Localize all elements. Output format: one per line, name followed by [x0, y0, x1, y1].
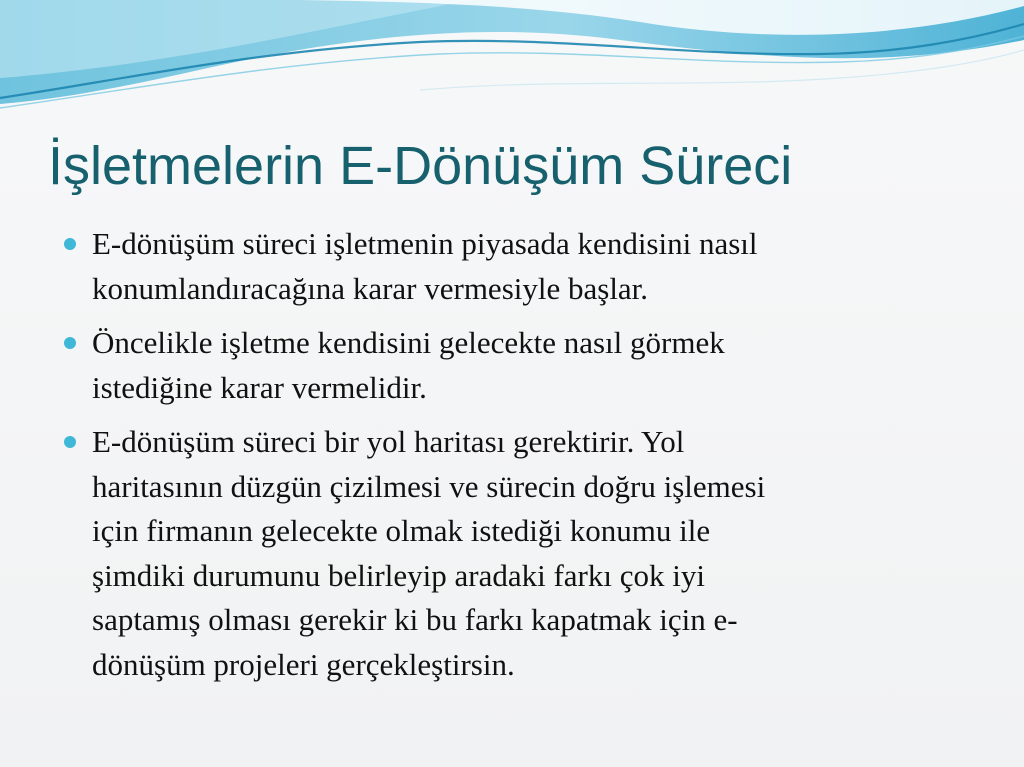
- bullet-dot-icon: [64, 238, 76, 250]
- bullet-line: için firmanın gelecekte olmak istediği konumu ile: [92, 513, 711, 548]
- bullet-line: istediğine karar vermelidir.: [92, 369, 427, 405]
- wave-header-decoration: [0, 0, 1024, 130]
- bullet-dot-icon: [64, 436, 76, 448]
- bullet-dot-icon: [64, 337, 76, 349]
- bullet-line: Öncelikle işletme kendisini gelecekte nasıl görmek: [92, 325, 725, 360]
- bullet-line: konumlandıracağına karar vermesiyle başlar.: [92, 270, 649, 306]
- bullet-line: haritasının düzgün çizilmesi ve sürecin doğru işlemesi: [92, 468, 766, 504]
- bullet-line: E-dönüşüm süreci işletmenin piyasada kendisini nasıl: [92, 226, 758, 261]
- bullet-item: [60, 321, 960, 410]
- bullet-item: [60, 420, 960, 687]
- bullet-item: [60, 222, 960, 311]
- bullet-line: şimdiki durumunu belirleyip aradaki farkı çok iyi: [92, 557, 705, 593]
- bullet-list: [60, 222, 960, 697]
- bullet-line: saptamış olması gerekir ki bu farkı kapatmak için e-: [92, 602, 738, 637]
- slide-title: İşletmelerin E-Dönüşüm Süreci: [48, 136, 793, 196]
- bullet-line: E-dönüşüm süreci bir yol haritası gerektirir. Yol: [92, 424, 685, 459]
- bullet-line: dönüşüm projeleri gerçekleştirsin.: [92, 646, 515, 682]
